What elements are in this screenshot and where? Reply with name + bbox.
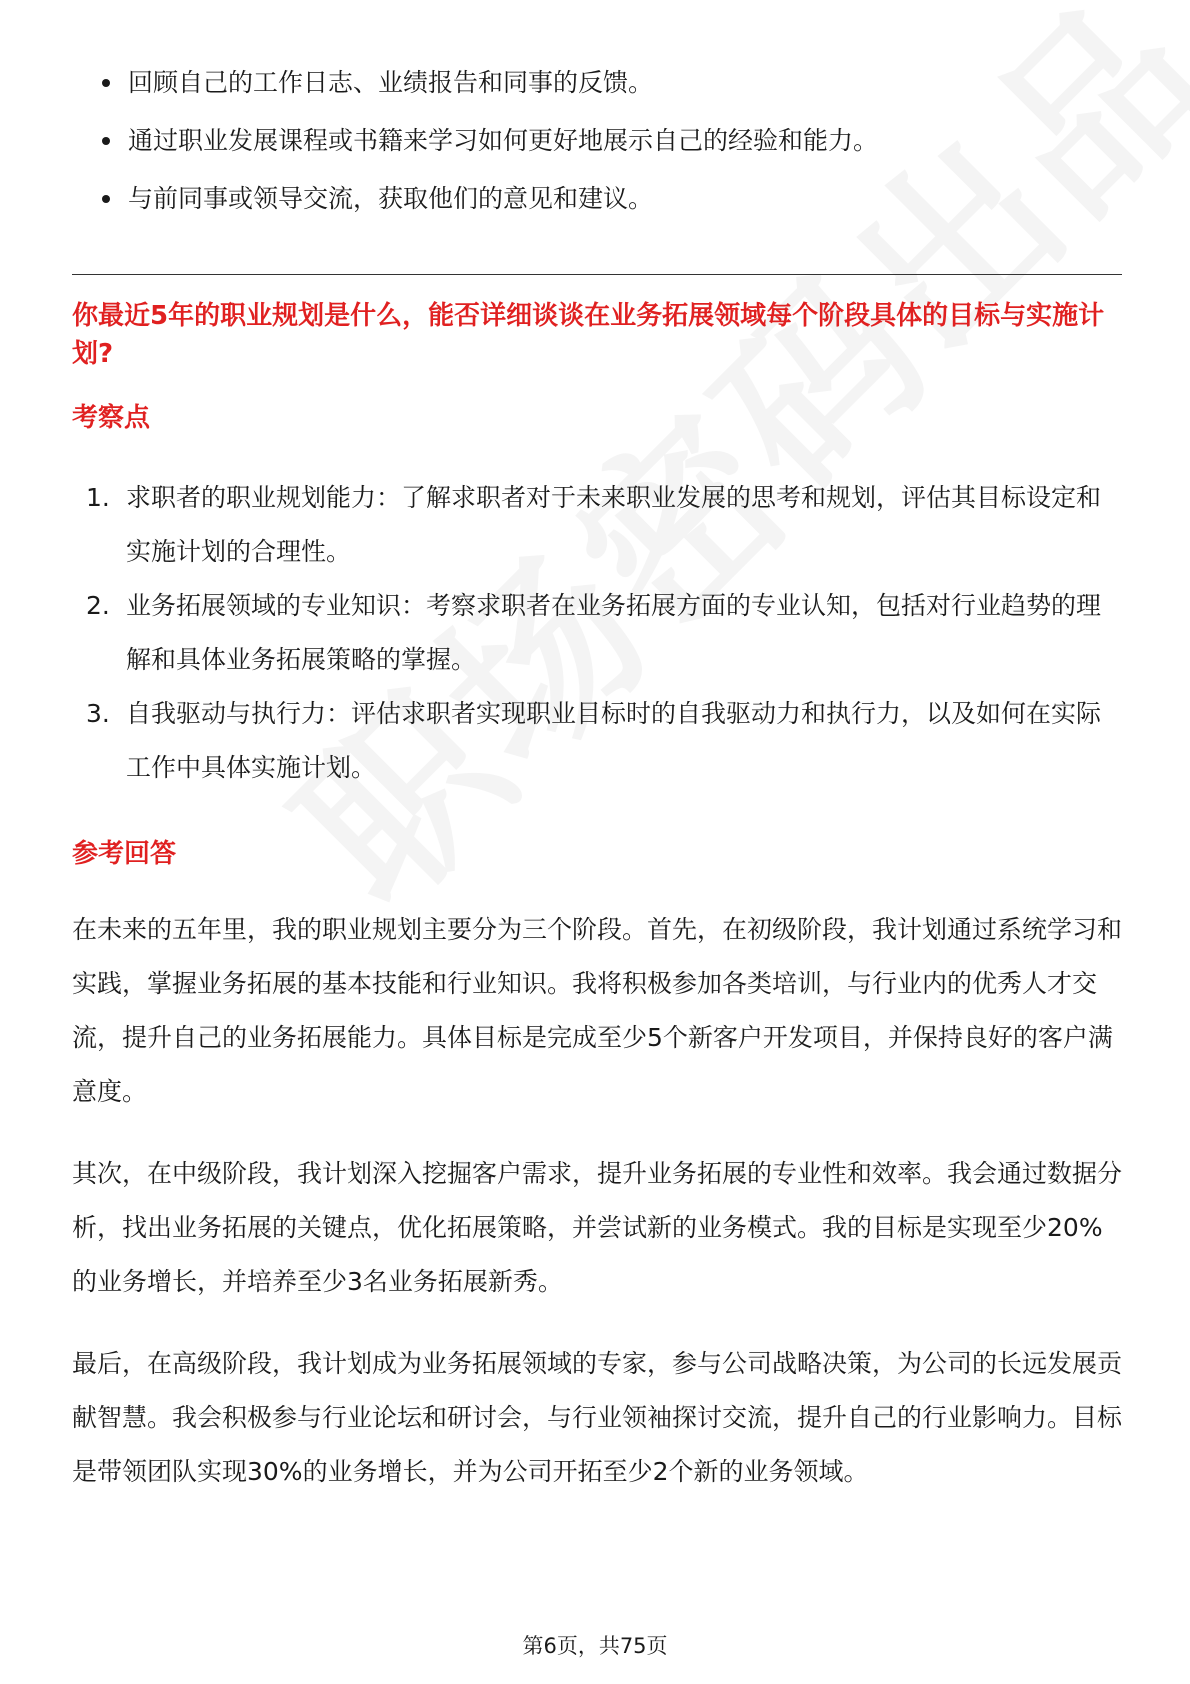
- answer-paragraph: 其次，在中级阶段，我计划深入挖掘客户需求，提升业务拓展的专业性和效率。我会通过数据分析，找出业务拓展的关键点，优化拓展策略，并尝试新的业务模式。我的目标是实现至少20%的业务增长，并培养至少3名业务拓展新秀。: [72, 1159, 1123, 1296]
- list-item: [72, 170, 1122, 228]
- list-item-text: 业务拓展领域的专业知识：考察求职者在业务拓展方面的专业认知，包括对行业趋势的理解和具体业务拓展策略的掌握。: [126, 591, 1102, 674]
- list-item-text: 与前同事或领导交流，获取他们的意见和建议。: [128, 184, 654, 213]
- list-item-text: 回顾自己的工作日志、业绩报告和同事的反馈。: [128, 68, 654, 97]
- list-item-number: 1.: [86, 483, 110, 512]
- points-section-title: 考察点: [72, 403, 151, 433]
- list-item: [72, 687, 1122, 795]
- section-divider: [72, 274, 1122, 275]
- list-item: [72, 54, 1122, 112]
- bullet-dot-icon: [102, 79, 110, 87]
- question-heading: 你最近5年的职业规划是什么，能否详细谈谈在业务拓展领域每个阶段具体的目标与实施计划?: [72, 301, 1105, 369]
- answer-paragraph: 最后，在高级阶段，我计划成为业务拓展领域的专家，参与公司战略决策，为公司的长远发展贡献智慧。我会积极参与行业论坛和研讨会，与行业领袖探讨交流，提升自己的行业影响力。目标是带领团队实现30%的业务增长，并为公司开拓至少2个新的业务领域。: [72, 1349, 1123, 1486]
- list-item-text: 自我驱动与执行力：评估求职者实现职业目标时的自我驱动力和执行力，以及如何在实际工作中具体实施计划。: [126, 699, 1102, 782]
- answer-paragraph: 在未来的五年里，我的职业规划主要分为三个阶段。首先，在初级阶段，我计划通过系统学习和实践，掌握业务拓展的基本技能和行业知识。我将积极参加各类培训，与行业内的优秀人才交流，提升自己的业务拓展能力。具体目标是完成至少5个新客户开发项目，并保持良好的客户满意度。: [72, 915, 1123, 1106]
- points-list: [72, 471, 1122, 795]
- list-item-text: 通过职业发展课程或书籍来学习如何更好地展示自己的经验和能力。: [128, 126, 879, 155]
- bullet-list: [72, 54, 1122, 228]
- list-item: [72, 112, 1122, 170]
- bullet-dot-icon: [102, 195, 110, 203]
- list-item-number: 2.: [86, 591, 110, 620]
- list-item: [72, 579, 1122, 687]
- list-item-text: 求职者的职业规划能力：了解求职者对于未来职业发展的思考和规划，评估其目标设定和实施计划的合理性。: [126, 483, 1102, 566]
- list-item: [72, 471, 1122, 579]
- answer-section-title: 参考回答: [72, 839, 177, 869]
- list-item-number: 3.: [86, 699, 110, 728]
- bullet-dot-icon: [102, 137, 110, 145]
- page-footer: 第6页，共75页: [522, 1634, 668, 1658]
- document-body: [72, 54, 1122, 1499]
